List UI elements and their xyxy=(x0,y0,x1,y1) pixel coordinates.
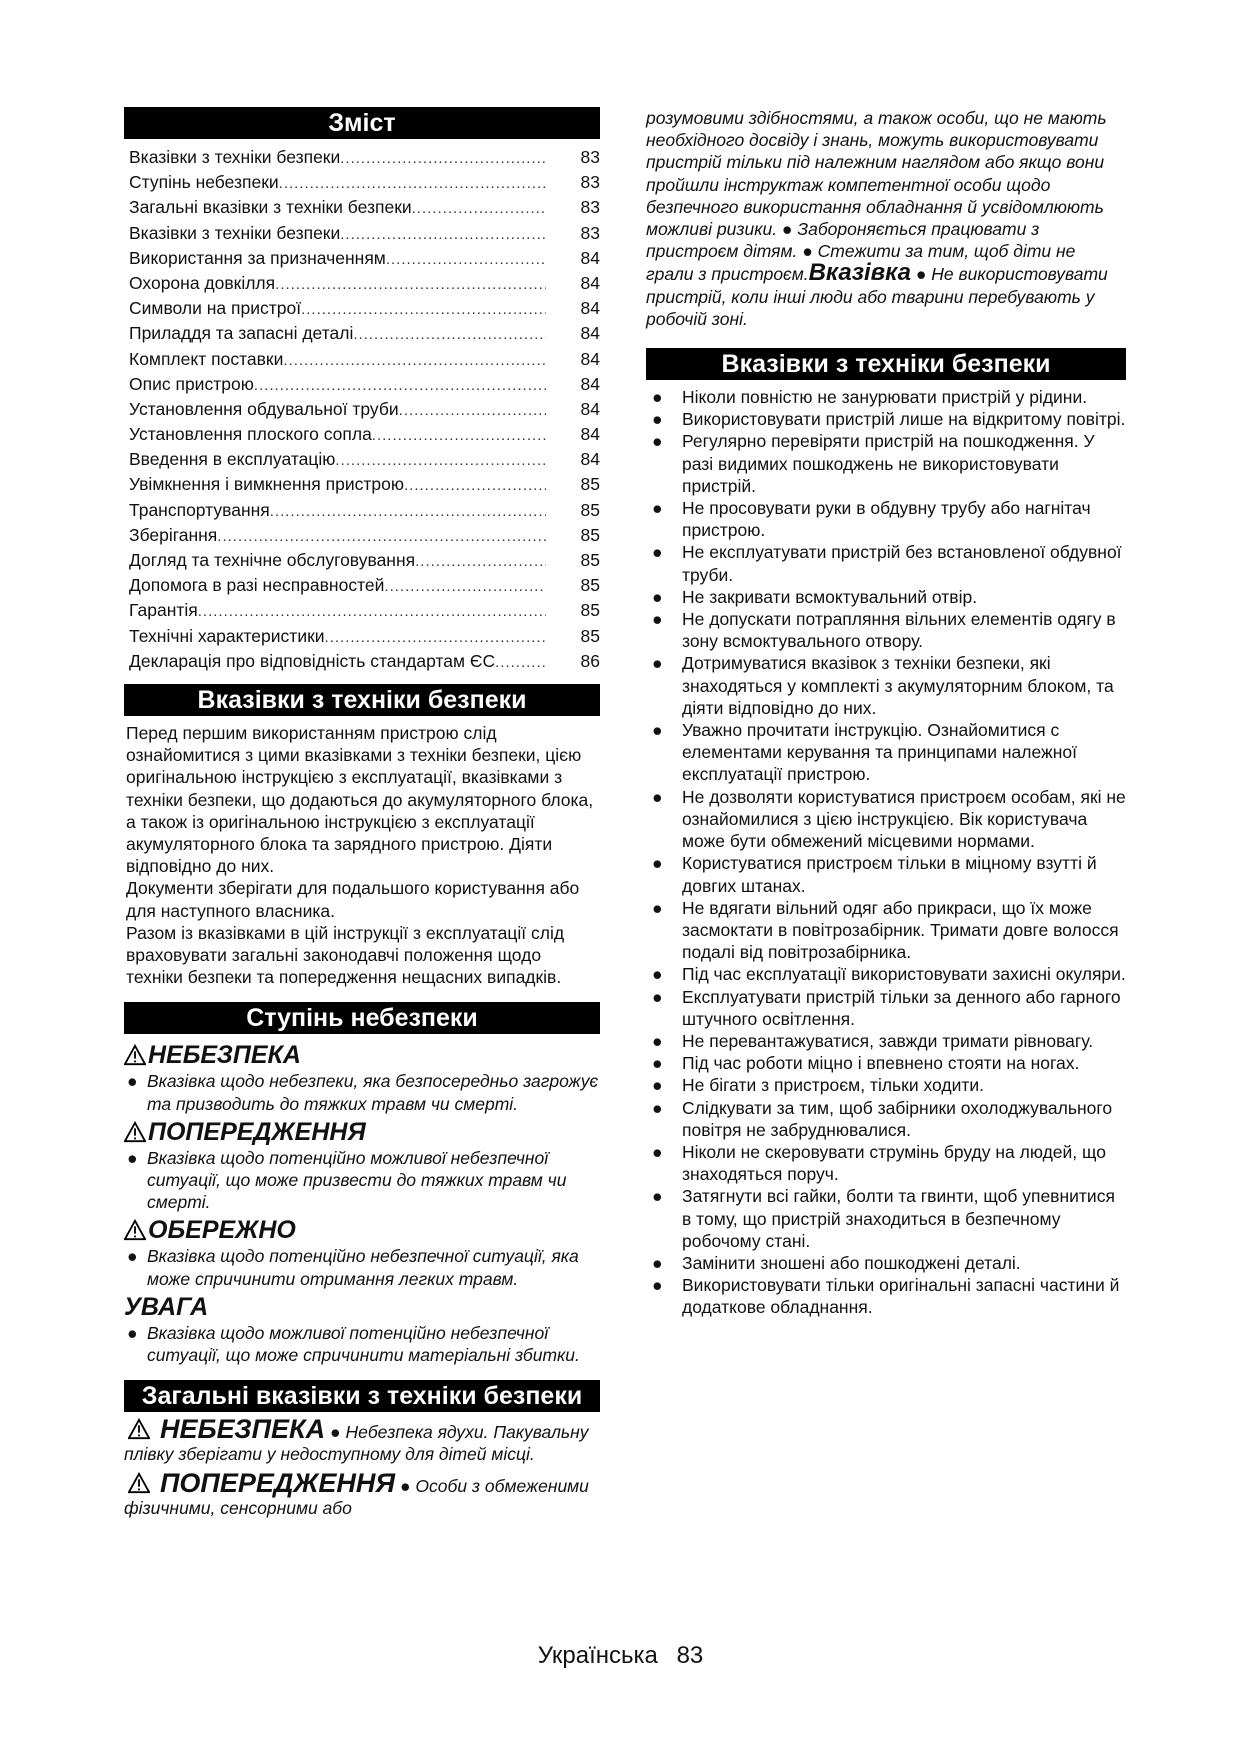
general-danger-text: ● Небезпека ядухи. Пакувальну плівку зберігати у недоступному для дітей місці. xyxy=(124,1422,589,1465)
toc-entry-title: Ступінь небезпеки xyxy=(129,172,279,193)
safety-list-item xyxy=(646,497,1126,541)
toc-entry-title: Увімкнення і вимкнення пристрою xyxy=(129,474,404,495)
left-column xyxy=(124,107,600,1519)
bullet: ● xyxy=(652,986,663,1007)
toc-entry-title: Приладдя та запасні деталі xyxy=(129,323,354,344)
toc-entry-title: Установлення обдувальної труби xyxy=(129,398,399,419)
toc-row xyxy=(124,170,600,195)
toc-entry-title: Транспортування xyxy=(129,499,270,520)
toc-entry-page: 84 xyxy=(580,424,600,445)
bullet: ● xyxy=(652,542,663,563)
bullet: ● xyxy=(652,431,663,452)
toc-leader-dots xyxy=(384,574,546,599)
safety-list-item-text: Під час роботи міцно і впевнено стояти на ногах. xyxy=(682,1053,1080,1074)
toc-entry-title: Декларація про відповідність стандартам ЄС xyxy=(129,650,496,671)
safety-list-item-text: Не вдягати вільний одяг або прикраси, що їх може засмоктати в повітрозабірник. Тримати довге волосся подалі від повітрозабірника. xyxy=(682,897,1119,963)
toc-leader-dots xyxy=(415,549,546,574)
toc-leader-dots xyxy=(301,297,546,322)
safety-list-item xyxy=(646,897,1126,964)
safety-list-item xyxy=(646,608,1126,652)
bullet: ● xyxy=(652,1097,663,1118)
toc-entry-title: Допомога в разі несправностей xyxy=(129,575,385,596)
hazard-level-text: Вказівка щодо небезпеки, яка безпосередньо загрожує та призводить до тяжких травм чи смерті. xyxy=(147,1071,599,1114)
toc-entry-page: 83 xyxy=(580,147,600,167)
toc-leader-dots xyxy=(283,348,546,373)
toc-entry-page: 84 xyxy=(580,298,600,319)
toc-entry-title: Охорона довкілля xyxy=(129,272,276,293)
warning-triangle-icon xyxy=(128,1472,150,1494)
general-danger-note xyxy=(124,1414,600,1465)
general-safety-heading: Загальні вказівки з техніки безпеки xyxy=(124,1380,600,1412)
safety-list-item xyxy=(646,541,1126,585)
bullet: ● xyxy=(652,1252,663,1273)
safety-list-item-text: Не дозволяти користуватися пристроєм особам, які не ознайомилися з цією інструкцією. Вік користувача може бути обмежений місцевими нормами. xyxy=(682,786,1126,852)
safety-list-item xyxy=(646,652,1126,719)
page-number: 83 xyxy=(676,1642,704,1669)
continued-warning-body: розумовими здібностями, а також особи, що не мають необхідного досвіду і знань, можуть використовувати пристрій тільки під належним наглядом або якщо вони пройшли інструктаж компетентної особи щодо безпечного використання обладнання й усвідомлюють можливі ризики. ● Забороняється працювати з пристроєм дітям. ● Стежити за тим, щоб діти не грали з пристроєм. xyxy=(646,108,1107,285)
toc-row xyxy=(124,498,600,523)
hazard-level-name: НЕБЕЗПЕКА xyxy=(148,1041,301,1070)
toc-row xyxy=(124,372,600,397)
safety-list-item-text: Ніколи не скеровувати струмінь бруду на людей, що знаходяться поруч. xyxy=(682,1141,1106,1185)
toc-leader-dots xyxy=(404,473,546,498)
toc-entry-page: 84 xyxy=(580,373,600,394)
safety-list-item-text: Не експлуатувати пристрій без встановленої обдувної труби. xyxy=(682,542,1122,585)
toc-leader-dots xyxy=(279,171,546,196)
toc-row xyxy=(124,649,600,674)
notice-text: ● Не використовувати пристрій, коли інші люди або тварини перебувають у робочій зоні. xyxy=(646,264,1108,329)
toc-entry-page: 84 xyxy=(580,272,600,293)
safety-list-item-text: Під час експлуатації використовувати захисні окуляри. xyxy=(682,964,1126,985)
safety-list-item-text: Слідкувати за тим, щоб забірники охолоджувального повітря не забруднювалися. xyxy=(682,1097,1113,1140)
safety-list-item xyxy=(646,986,1126,1030)
toc-entry-title: Догляд та технічне обслуговування xyxy=(129,550,416,570)
toc-entry-title: Зберігання xyxy=(129,524,218,545)
toc-row xyxy=(124,624,600,649)
toc-entry-title: Установлення плоского сопла xyxy=(129,424,372,445)
toc-row xyxy=(124,195,600,220)
hazard-level-title xyxy=(124,1215,600,1245)
hazard-level-title xyxy=(124,1292,600,1322)
toc-entry-page: 85 xyxy=(580,625,600,646)
safety-intro-heading: Вказівки з техніки безпеки xyxy=(124,684,600,716)
toc-entry-page: 83 xyxy=(580,172,600,193)
toc-leader-dots xyxy=(353,322,546,347)
hazard-level-title xyxy=(124,1117,600,1147)
safety-list-item-text: Уважно прочитати інструкцію. Ознайомитися с елементами керування та принципами належної експлуатації пристрою. xyxy=(682,720,1077,785)
bullet: ● xyxy=(652,586,663,607)
toc-leader-dots xyxy=(198,599,546,624)
safety-list-item-text: Не просовувати руки в обдувну трубу або нагнітач пристрою. xyxy=(682,498,1091,541)
bullet: ● xyxy=(652,1075,663,1096)
safety-list-item xyxy=(646,963,1126,985)
safety-list-item xyxy=(646,852,1126,896)
bullet: ● xyxy=(652,609,663,630)
toc-row xyxy=(124,472,600,497)
bullet: ● xyxy=(652,964,663,985)
toc-entry-page: 85 xyxy=(580,474,600,495)
bullet: ● xyxy=(652,853,663,874)
bullet: ● xyxy=(652,897,663,918)
toc-row xyxy=(124,447,600,472)
hazard-level-title xyxy=(124,1040,600,1070)
safety-list-item xyxy=(646,1030,1126,1052)
toc-row xyxy=(124,296,600,321)
bullet: ● xyxy=(652,409,663,430)
warning-triangle-icon xyxy=(124,1121,146,1143)
bullet: ● xyxy=(652,1275,663,1296)
bullet: ● xyxy=(652,1186,663,1207)
hazard-level-name: УВАГА xyxy=(124,1292,209,1321)
toc-leader-dots xyxy=(254,373,546,398)
toc-entry-title: Вказівки з техніки безпеки xyxy=(129,222,341,243)
toc-list xyxy=(124,145,600,674)
toc-entry-title: Технічні характеристики xyxy=(129,625,325,646)
hazard-level-name: ОБЕРЕЖНО xyxy=(148,1216,296,1245)
notice-label: Вказівка xyxy=(808,259,911,287)
toc-row xyxy=(124,422,600,447)
safety-list-item-text: Не допускати потрапляння вільних елементів одягу в зону всмоктувального отвору. xyxy=(682,609,1116,652)
general-warning-label: ПОПЕРЕДЖЕННЯ xyxy=(160,1467,396,1498)
toc-entry-page: 85 xyxy=(580,499,600,520)
toc-entry-page: 85 xyxy=(580,600,600,621)
toc-leader-dots xyxy=(325,625,546,650)
safety-list-item xyxy=(646,719,1126,786)
safety-list-item-text: Затягнути всі гайки, болти та гвинти, щоб упевнитися в тому, що пристрій знаходиться в безпечному робочому стані. xyxy=(682,1186,1115,1251)
toc-entry-page: 86 xyxy=(580,650,600,671)
toc-row xyxy=(124,573,600,598)
toc-heading: Зміст xyxy=(124,107,600,139)
toc-entry-page: 83 xyxy=(580,222,600,243)
bullet: ● xyxy=(652,1030,663,1051)
toc-leader-dots xyxy=(217,524,546,549)
warning-triangle-icon xyxy=(124,1219,146,1241)
toc-entry-page: 84 xyxy=(580,247,600,268)
toc-entry-page: 85 xyxy=(580,550,600,570)
safety-list-item-text: Дотримуватися вказівок з техніки безпеки, які знаходяться у комплекті з акумуляторним блоком, та діяти відповідно до них. xyxy=(682,653,1114,718)
toc-entry-page: 84 xyxy=(580,449,600,470)
safety-list-item-text: Використовувати пристрій лише на відкритому повітрі. xyxy=(682,409,1126,430)
toc-row xyxy=(124,598,600,623)
safety-intro-paragraph: Перед першим використанням пристрою слід ознайомитися з цими вказівками з техніки безпеки, цією оригінальною інструкцією з експлуатації, вказівками з техніки безпеки, що додаються до акумуляторного блока, а також із оригінальною інструкцією з експлуатації акумуляторного блока та зарядного пристрою. Діяти відповідно до них. xyxy=(126,722,594,877)
toc-leader-dots xyxy=(412,196,546,221)
toc-leader-dots xyxy=(340,222,546,247)
safety-list-item-text: Використовувати тільки оригінальні запасні частини й додаткове обладнання. xyxy=(682,1275,1120,1318)
toc-row xyxy=(124,347,600,372)
safety-list-item-text: Користуватися пристроєм тільки в міцному взутті й довгих штанах. xyxy=(682,853,1097,896)
general-warning-note xyxy=(124,1467,600,1519)
safety-list-item xyxy=(646,1185,1126,1252)
toc-leader-dots xyxy=(275,272,546,297)
general-warning-text: ● Особи з обмеженими фізичними, сенсорними або xyxy=(124,1475,589,1518)
safety-list-item-text: Не бігати з пристроєм, тільки ходити. xyxy=(682,1075,984,1096)
toc-row xyxy=(124,271,600,296)
safety-intro-paragraph: Документи зберігати для подальшого користування або для наступного власника. xyxy=(126,878,580,921)
safety-list-item-text: Регулярно перевіряти пристрій на пошкодження. У разі видимих пошкоджень не використовувати пристрій. xyxy=(682,431,1095,496)
safety-list-item xyxy=(646,586,1126,608)
bullet: ● xyxy=(652,1053,663,1074)
bullet: ● xyxy=(652,1141,663,1162)
safety-list-item xyxy=(646,1074,1126,1096)
safety-list-item xyxy=(646,1141,1126,1185)
safety-list-item-text: Не закривати всмоктувальний отвір. xyxy=(682,586,978,607)
toc-entry-page: 84 xyxy=(580,323,600,344)
toc-row xyxy=(124,145,600,170)
safety-list-item xyxy=(646,786,1126,853)
safety-list-item-text: Не перевантажуватися, завжди тримати рівновагу. xyxy=(682,1030,1094,1051)
toc-row xyxy=(124,221,600,246)
hazard-level-text: Вказівка щодо можливої потенційно небезпечної ситуації, що може спричинити матеріальні збитки. xyxy=(147,1322,580,1365)
toc-entry-title: Загальні вказівки з техніки безпеки xyxy=(129,197,412,218)
toc-entry-page: 85 xyxy=(580,524,600,545)
safety-list-item-text: Ніколи повністю не занурювати пристрій у рідини. xyxy=(682,387,1088,408)
toc-entry-page: 84 xyxy=(580,398,600,419)
toc-leader-dots xyxy=(340,146,546,171)
toc-leader-dots xyxy=(335,448,546,473)
bullet: ● xyxy=(652,498,663,519)
footer-language: Українська xyxy=(537,1642,658,1669)
hazard-level-description: ● Вказівка щодо небезпеки, яка безпосередньо загрожує та призводить до тяжких травм чи смерті. xyxy=(127,1071,599,1114)
toc-entry-title: Вказівки з техніки безпеки xyxy=(129,147,341,167)
toc-leader-dots xyxy=(270,499,546,524)
safety-list-item xyxy=(646,1052,1126,1074)
warning-triangle-icon xyxy=(124,1044,146,1066)
general-danger-label: НЕБЕЗПЕКА xyxy=(160,1414,326,1445)
toc-leader-dots xyxy=(495,650,546,675)
toc-leader-dots xyxy=(399,398,546,423)
safety-list-item xyxy=(646,430,1126,497)
toc-entry-page: 85 xyxy=(580,575,600,596)
toc-row xyxy=(124,321,600,346)
safety-intro-paragraph: Разом із вказівками в цій інструкції з експлуатації слід враховувати загальні законодавчі положення щодо техніки безпеки та попередження нещасних випадків. xyxy=(126,922,565,988)
toc-entry-title: Введення в експлуатацію xyxy=(129,449,336,470)
hazard-heading: Ступінь небезпеки xyxy=(124,1002,600,1034)
toc-row xyxy=(124,397,600,422)
hazard-level-description: ● Вказівка щодо потенційно можливої небезпечної ситуації, що може призвести до тяжких травм чи смерті. xyxy=(124,1147,600,1214)
safety-list-item-text: Експлуатувати пристрій тільки за денного або гарного штучного освітлення. xyxy=(682,986,1121,1029)
toc-entry-title: Гарантія xyxy=(129,600,198,621)
hazard-levels xyxy=(124,1040,600,1289)
hazard-level-description: ● Вказівка щодо можливої потенційно небезпечної ситуації, що може спричинити матеріальні збитки. xyxy=(124,1322,600,1366)
toc-row xyxy=(124,548,600,573)
safety-list-item xyxy=(646,1252,1126,1274)
toc-entry-title: Комплект поставки xyxy=(129,348,284,369)
bullet: ● xyxy=(652,786,663,807)
toc-entry-title: Використання за призначенням xyxy=(129,247,386,268)
page-footer xyxy=(0,1642,1241,1670)
toc-entry-page: 84 xyxy=(580,348,600,369)
safety-list-item xyxy=(646,1274,1126,1318)
toc-entry-page: 83 xyxy=(580,197,600,218)
safety-list-item xyxy=(646,408,1126,430)
hazard-level-description: ● Вказівка щодо потенційно небезпечної ситуації, яка може спричинити отримання легких травм. xyxy=(124,1245,600,1289)
continued-warning-text xyxy=(646,107,1126,330)
bullet: ● xyxy=(652,653,663,674)
toc-row xyxy=(124,246,600,271)
hazard-level-text: Вказівка щодо потенційно небезпечної ситуації, яка може спричинити отримання легких травм. xyxy=(147,1246,579,1289)
bullet: ● xyxy=(652,387,663,408)
toc-leader-dots xyxy=(386,247,546,272)
safety-list-item xyxy=(646,1097,1126,1141)
toc-leader-dots xyxy=(372,423,546,448)
toc-row xyxy=(124,523,600,548)
safety-list-item xyxy=(646,386,1126,408)
warning-triangle-icon xyxy=(128,1418,150,1440)
bullet: ● xyxy=(652,720,663,741)
safety-list-item-text: Замінити зношені або пошкоджені деталі. xyxy=(682,1252,1021,1273)
hazard-level-name: ПОПЕРЕДЖЕННЯ xyxy=(148,1117,366,1146)
right-column xyxy=(646,107,1126,1319)
toc-entry-title: Символи на пристрої xyxy=(129,298,302,319)
safety-list-heading: Вказівки з техніки безпеки xyxy=(646,348,1126,380)
hazard-level-text: Вказівка щодо потенційно можливої небезпечної ситуації, що може призвести до тяжких травм чи смерті. xyxy=(147,1147,567,1213)
toc-entry-title: Опис пристрою xyxy=(129,373,254,394)
safety-list xyxy=(646,386,1126,1319)
